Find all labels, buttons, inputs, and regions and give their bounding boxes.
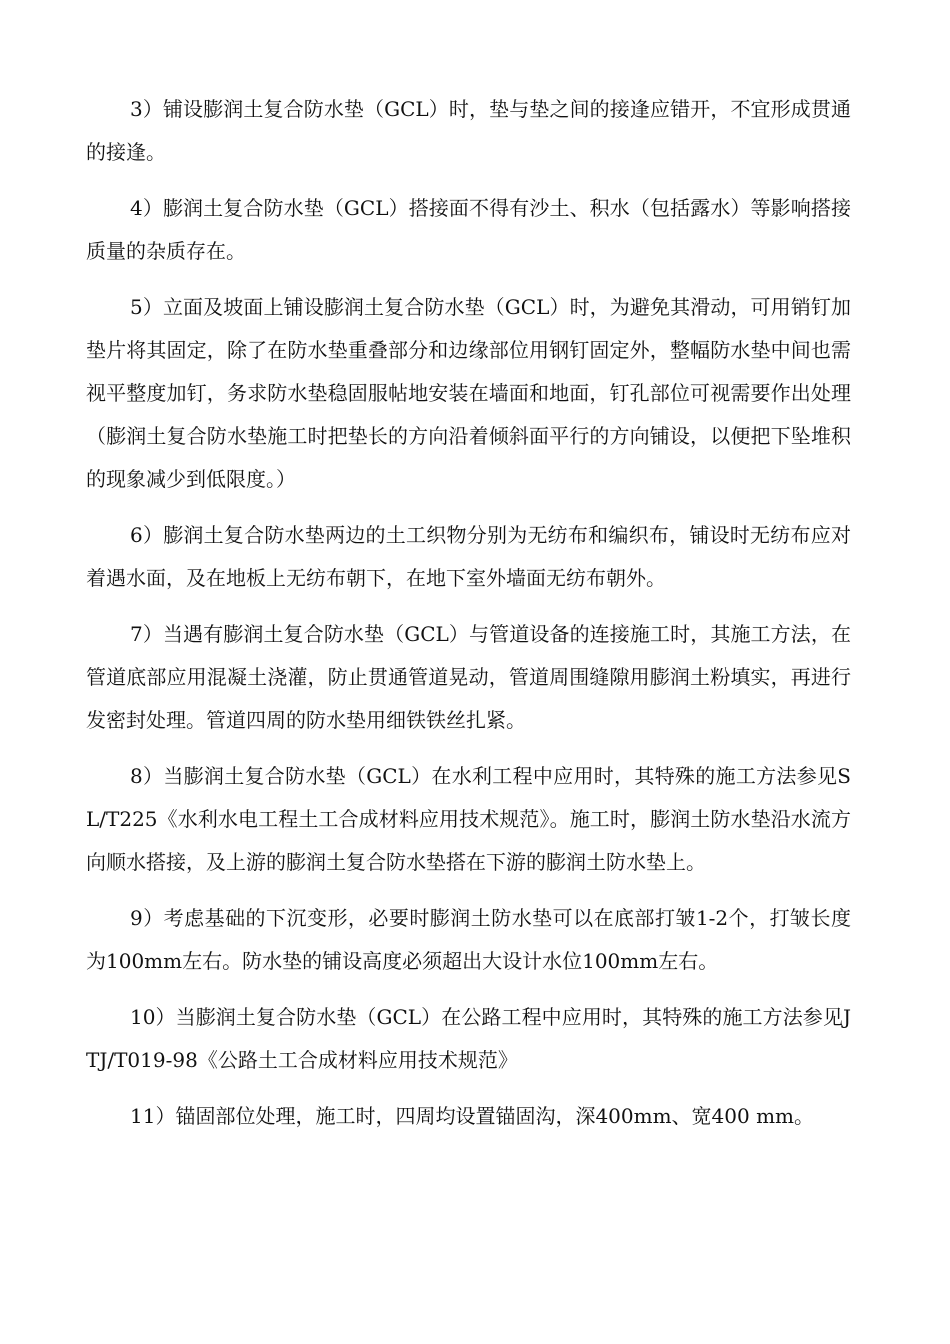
paragraph-item-6: 6）膨润土复合防水垫两边的土工织物分别为无纺布和编织布，铺设时无纺布应对着遇水面，及在地板上无纺布朝下，在地下室外墙面无纺布朝外。 — [86, 523, 851, 590]
paragraph-item-10: 10）当膨润土复合防水垫（GCL）在公路工程中应用时，其特殊的施工方法参见JTJ/T019-98《公路土工合成材料应用技术规范》 — [86, 1005, 851, 1072]
paragraph-item-7: 7）当遇有膨润土复合防水垫（GCL）与管道设备的连接施工时，其施工方法，在管道底部应用混凝土浇灌，防止贯通管道晃动，管道周围缝隙用膨润土粉填实，再进行发密封处理。管道四周的防水垫用细铁铁丝扎紧。 — [86, 622, 851, 732]
paragraph-item-3: 3）铺设膨润土复合防水垫（GCL）时，垫与垫之间的接逢应错开，不宜形成贯通的接逢。 — [86, 97, 851, 164]
document-page — [86, 88, 851, 1151]
paragraph-item-11: 11）锚固部位处理，施工时，四周均设置锚固沟，深400mm、宽400 mm。 — [130, 1104, 815, 1128]
paragraph-item-8: 8）当膨润土复合防水垫（GCL）在水利工程中应用时，其特殊的施工方法参见SL/T225《水利水电工程土工合成材料应用技术规范》。施工时，膨润土防水垫沿水流方向顺水搭接，及上游的膨润土复合防水垫搭在下游的膨润土防水垫上。 — [86, 764, 851, 874]
paragraph-item-9: 9）考虑基础的下沉变形，必要时膨润土防水垫可以在底部打皱1-2个，打皱长度为100mm左右。防水垫的铺设高度必须超出大设计水位100mm左右。 — [86, 906, 851, 973]
paragraph-item-5: 5）立面及坡面上铺设膨润土复合防水垫（GCL）时，为避免其滑动，可用销钉加垫片将其固定，除了在防水垫重叠部分和边缘部位用钢钉固定外，整幅防水垫中间也需视平整度加钉，务求防水垫稳固服帖地安装在墙面和地面，钉孔部位可视需要作出处理（膨润土复合防水垫施工时把垫长的方向沿着倾斜面平行的方向铺设，以便把下坠堆积的现象减少到低限度。） — [86, 295, 851, 491]
paragraph-item-4: 4）膨润土复合防水垫（GCL）搭接面不得有沙土、积水（包括露水）等影响搭接质量的杂质存在。 — [86, 196, 851, 263]
